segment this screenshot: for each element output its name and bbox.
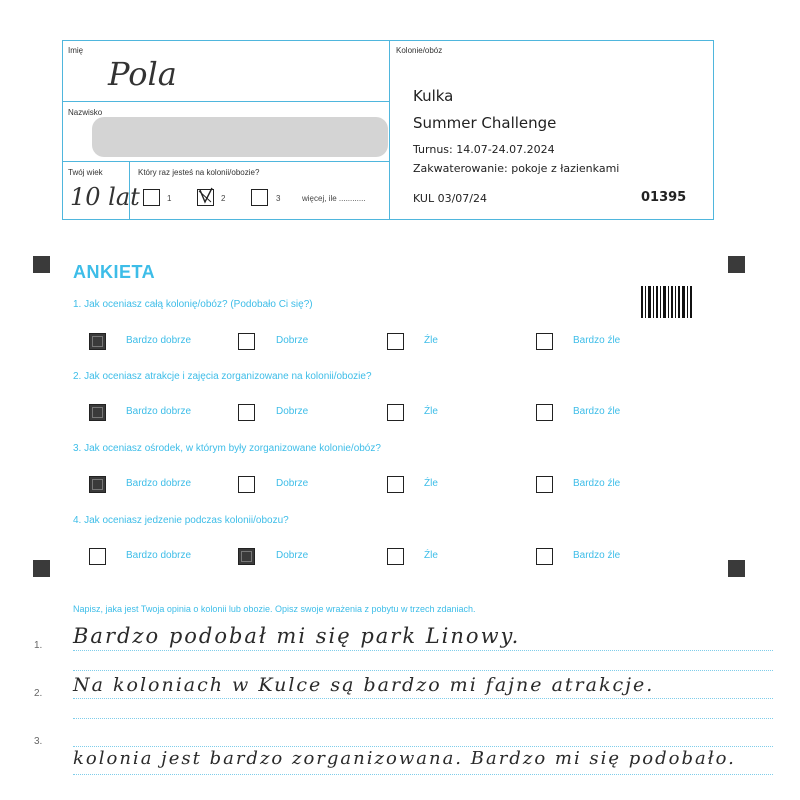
check-mark-icon bbox=[197, 187, 214, 204]
answer-line-3 bbox=[73, 746, 773, 747]
alignment-marker-top-left bbox=[33, 256, 50, 273]
q2-checkbox-dobrze[interactable] bbox=[238, 404, 255, 421]
times-checkbox-1[interactable] bbox=[143, 189, 160, 206]
surname-label: Nazwisko bbox=[68, 108, 103, 117]
surname-divider bbox=[63, 161, 389, 162]
times-option-1: 1 bbox=[167, 194, 172, 203]
alignment-marker-bottom-left bbox=[33, 560, 50, 577]
times-label: Który raz jesteś na kolonii/obozie? bbox=[138, 168, 260, 177]
opinion-instruction: Napisz, jaka jest Twoja opinia o kolonii lub obozie. Opisz swoje wrażenia z pobytu w trzech zdaniach. bbox=[73, 604, 476, 614]
answer-line-3b bbox=[73, 774, 773, 775]
times-option-3: 3 bbox=[276, 194, 281, 203]
q1-option-bardzo-zle: Bardzo źle bbox=[573, 335, 621, 346]
answer-1[interactable]: Bardzo podobał mi się park Linowy. bbox=[73, 624, 521, 648]
q3-option-zle: Źle bbox=[424, 478, 438, 489]
age-value: 10 lat bbox=[70, 183, 140, 211]
q3-option-bardzo-zle: Bardzo źle bbox=[573, 478, 621, 489]
alignment-marker-top-right bbox=[728, 256, 745, 273]
line-number-2: 2. bbox=[34, 688, 43, 699]
q3-checkbox-dobrze[interactable] bbox=[238, 476, 255, 493]
times-more-label: więcej, ile ............ bbox=[302, 194, 366, 203]
q4-option-bardzo-dobrze: Bardzo dobrze bbox=[126, 550, 192, 561]
q2-option-bardzo-zle: Bardzo źle bbox=[573, 406, 621, 417]
q1-checkbox-dobrze[interactable] bbox=[238, 333, 255, 350]
q4-option-dobrze: Dobrze bbox=[276, 550, 309, 561]
name-label: Imię bbox=[68, 46, 84, 55]
alignment-marker-bottom-right bbox=[728, 560, 745, 577]
q3-checkbox-zle[interactable] bbox=[387, 476, 404, 493]
answer-line-1 bbox=[73, 650, 773, 651]
turnus: Turnus: 14.07-24.07.2024 bbox=[413, 143, 555, 156]
q1-checkbox-bardzo-zle[interactable] bbox=[536, 333, 553, 350]
question-1: 1. Jak oceniasz całą kolonię/obóz? (Podobało Ci się?) bbox=[73, 299, 313, 310]
q3-option-dobrze: Dobrze bbox=[276, 478, 309, 489]
question-2: 2. Jak oceniasz atrakcje i zajęcia zorganizowane na kolonii/obozie? bbox=[73, 371, 372, 382]
form-number: 01395 bbox=[641, 190, 687, 205]
times-checkbox-3[interactable] bbox=[251, 189, 268, 206]
survey-title: ANKIETA bbox=[73, 262, 156, 282]
name-divider bbox=[63, 101, 389, 102]
q3-checkbox-bardzo-zle[interactable] bbox=[536, 476, 553, 493]
q2-checkbox-zle[interactable] bbox=[387, 404, 404, 421]
answer-line-1b bbox=[73, 670, 773, 671]
answer-3[interactable]: kolonia jest bardzo zorganizowana. Bardzo mi się podobało. bbox=[73, 748, 736, 769]
answer-2[interactable]: Na koloniach w Kulce są bardzo mi fajne atrakcje. bbox=[73, 674, 655, 696]
surname-redaction bbox=[92, 117, 388, 157]
camp-name: Kulka bbox=[413, 87, 454, 105]
q4-checkbox-bardzo-zle[interactable] bbox=[536, 548, 553, 565]
q1-checkbox-bardzo-dobrze[interactable] bbox=[89, 333, 106, 350]
q3-option-bardzo-dobrze: Bardzo dobrze bbox=[126, 478, 192, 489]
header-divider bbox=[389, 41, 390, 219]
q4-checkbox-zle[interactable] bbox=[387, 548, 404, 565]
camp-code: KUL 03/07/24 bbox=[413, 192, 487, 205]
line-number-3: 3. bbox=[34, 736, 43, 747]
times-checkbox-2[interactable] bbox=[197, 189, 214, 206]
q4-checkbox-bardzo-dobrze[interactable] bbox=[89, 548, 106, 565]
q2-option-bardzo-dobrze: Bardzo dobrze bbox=[126, 406, 192, 417]
q2-option-dobrze: Dobrze bbox=[276, 406, 309, 417]
q3-checkbox-bardzo-dobrze[interactable] bbox=[89, 476, 106, 493]
q2-checkbox-bardzo-dobrze[interactable] bbox=[89, 404, 106, 421]
q1-option-zle: Źle bbox=[424, 335, 438, 346]
camp-program: Summer Challenge bbox=[413, 114, 557, 132]
answer-line-2b bbox=[73, 718, 773, 719]
times-option-2: 2 bbox=[221, 194, 226, 203]
barcode bbox=[641, 286, 693, 318]
accommodation: Zakwaterowanie: pokoje z łazienkami bbox=[413, 162, 620, 175]
q1-checkbox-zle[interactable] bbox=[387, 333, 404, 350]
q1-option-bardzo-dobrze: Bardzo dobrze bbox=[126, 335, 192, 346]
answer-line-2 bbox=[73, 698, 773, 699]
q4-option-bardzo-zle: Bardzo źle bbox=[573, 550, 621, 561]
q1-option-dobrze: Dobrze bbox=[276, 335, 309, 346]
question-3: 3. Jak oceniasz ośrodek, w którym były zorganizowane kolonie/obóz? bbox=[73, 443, 381, 454]
question-4: 4. Jak oceniasz jedzenie podczas kolonii/obozu? bbox=[73, 515, 289, 526]
q2-checkbox-bardzo-zle[interactable] bbox=[536, 404, 553, 421]
camp-label: Kolonie/obóz bbox=[396, 46, 443, 55]
age-label: Twój wiek bbox=[68, 168, 103, 177]
q4-option-zle: Źle bbox=[424, 550, 438, 561]
q4-checkbox-dobrze[interactable] bbox=[238, 548, 255, 565]
line-number-1: 1. bbox=[34, 640, 43, 651]
name-value: Pola bbox=[108, 55, 177, 93]
q2-option-zle: Źle bbox=[424, 406, 438, 417]
